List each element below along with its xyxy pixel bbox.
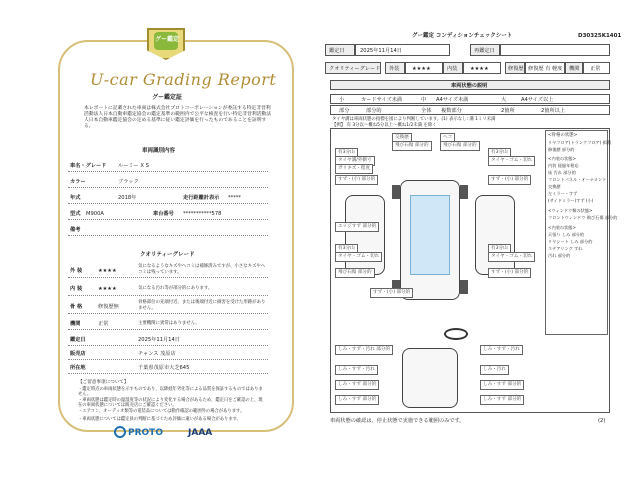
quality-row-frame <box>68 298 268 314</box>
sheet-date-label: 鑑定日 <box>329 48 345 54</box>
row-year <box>68 190 268 204</box>
row-label: 型式 <box>70 211 81 217</box>
engine-label-cell <box>565 62 583 74</box>
int-value-cell <box>463 62 501 74</box>
right-notes-title: <骨格の状態> <box>548 133 578 138</box>
size-large: 大 <box>501 97 507 103</box>
sheet-date-label-cell <box>325 44 355 56</box>
frame-value: 修復歴 有 軽度 <box>528 66 563 72</box>
right-note-1: リヤフロア(トランクフロア) 損傷 <box>548 140 612 145</box>
row-label: 備考 <box>70 227 81 233</box>
ann-top-4: 飛び石傷 部分的 <box>440 141 480 151</box>
frame-value-cell <box>525 62 565 74</box>
ann-left-3: ガリキズ・程度 <box>335 164 373 174</box>
ann-int-left-1: しみ・すず・汚れ 部分的 <box>335 345 393 355</box>
int-label: 内装 <box>447 66 458 72</box>
quality-desc: 気になるようなキズやヘコミは補修済みですが、小さなキズやヘコミは残っています。 <box>138 264 266 275</box>
right-note-8: 左ミラー・すず <box>548 191 578 196</box>
row-date <box>68 334 268 346</box>
ann-top-1: 交換歴 <box>392 133 412 143</box>
quality-desc: 主要機関に異常はありません。 <box>138 321 200 326</box>
quality-stars: 正常 <box>98 321 109 327</box>
store-label: 販売店 <box>70 351 86 357</box>
certificate-intro: 本レポートに記載された車両は株式会社プロトコーポレーションが委託する特定非営利活動法人日本自動車鑑定協会の鑑定基準の範囲内で公平な検査を行い特定非営利活動法人日本自動車鑑定協会の定める基準に従い鑑定評価を行ったものであることを証明する。 <box>84 106 272 129</box>
right-note-7: 交換歴 <box>548 184 561 189</box>
extent-row <box>330 105 610 115</box>
frame-label: 修復歴 <box>508 66 524 72</box>
right-note-6: フロントパネル・オーナメント <box>548 177 607 182</box>
sheet-footer: 車両状態の確認は、停止状態で実施できる範囲のみです。 <box>330 418 465 424</box>
int-label-cell <box>443 62 463 74</box>
sheet-title: グー鑑定 コンディションチェックシート <box>412 33 513 39</box>
row-store <box>68 348 268 360</box>
sheet-quality-label: クオリティーグレード <box>329 66 381 72</box>
ann-right-3: すず・(小) 部分的 <box>488 175 531 185</box>
quality-label: 機関 <box>70 321 81 327</box>
row-value: M900A <box>86 211 104 217</box>
status-title-cell <box>330 80 610 90</box>
ann-left-5: エッジすず 部分的 <box>335 222 379 232</box>
right-note-3: <内装の状態> <box>548 156 576 161</box>
ext-value: ★★★★ <box>412 66 431 72</box>
proto-logo-mark <box>114 426 126 438</box>
engine-value: 正常 <box>590 66 601 72</box>
ann-right-1: 有3分山 <box>488 148 511 158</box>
sheet-footer-tag: (2) <box>598 418 606 424</box>
row-value: ***********578 <box>183 211 222 217</box>
address-value: 千葉県茂原市大芝645 <box>138 365 190 371</box>
note-4: ・車両状態については鑑定員の判断に基づくため評価に違いがある場合があります。 <box>78 417 241 422</box>
extent-part: 部分 <box>339 108 350 114</box>
row-label: 年式 <box>70 195 81 201</box>
ann-int-right-3: しみ・すず 部分的 <box>480 380 524 390</box>
note-1: ・鑑定時点の車両状態を示すものであり、以降経年劣化等による品質を保証するものではありません。 <box>78 387 263 398</box>
quality-stars: 修復歴無 <box>98 304 119 310</box>
sheet-next-label-cell <box>470 44 500 56</box>
ext-value-cell <box>405 62 443 74</box>
extent-two: 2箇所 <box>501 108 515 114</box>
ann-left-1: 有3分山 <box>335 148 358 158</box>
row-name <box>68 158 268 172</box>
doc-id: D30325K1401 <box>578 33 622 39</box>
extent-all-desc: 複数部分 <box>441 108 462 114</box>
ann-top-2: 飛び石傷 部分的 <box>392 141 432 151</box>
status-title: 車両状態の説明 <box>451 83 488 89</box>
extent-two-desc: 2箇所以上 <box>541 108 566 114</box>
date-value: 2025年11月14日 <box>138 337 180 343</box>
quality-desc: 気になる汚れ等が部分的にあります。 <box>138 286 213 291</box>
ann-left-9: すず・(小) 部分的 <box>370 288 413 298</box>
right-note-11: フロントウィンドウ 飛び石傷 部分的 <box>548 215 618 220</box>
right-note-14: リヤシート しみ 部分的 <box>548 239 593 244</box>
extent-part-desc: 部分的 <box>366 108 382 114</box>
note-3: ・エアコン、オーディオ類等の電装品については動作確認の範囲外の場合があります。 <box>78 409 245 414</box>
car-right-side <box>475 195 515 275</box>
ext-label: 外装 <box>389 66 400 72</box>
row-value: ***** <box>228 195 241 201</box>
right-note-10: <ウィンドウ類の状態> <box>548 208 593 213</box>
certificate-title: U-car Grading Report <box>90 70 277 89</box>
right-note-13: 天張り しみ 部分的 <box>548 232 585 237</box>
right-note-15: ステアリング すれ <box>548 246 583 251</box>
tire-rear-right <box>460 280 468 294</box>
ann-left-7: タイヤ・ゴム・切れ <box>335 252 382 262</box>
ann-int-right-2: しみ・汚れ <box>480 365 509 375</box>
size-small-desc: カードサイズ未満 <box>361 97 403 103</box>
quality-stars: ★★★★ <box>98 268 117 274</box>
ann-right-5: タイヤ・ゴム・切れ <box>488 252 535 262</box>
engine-label: 機関 <box>569 66 580 72</box>
right-note-5: 床 汚れ 部分的 <box>548 170 576 175</box>
quality-stars: ★★★★ <box>98 286 117 292</box>
row-value: ブラック <box>118 179 139 185</box>
quality-row-engine <box>68 316 268 330</box>
tire-front-left <box>392 185 400 199</box>
car-interior-view <box>402 348 458 408</box>
right-note-4: 内装 経過年相応 <box>548 163 579 168</box>
ann-right-4: 有3分山 <box>488 244 511 254</box>
tire-note-2: 【例】 有 3分以〜概ね5分以上〜概ね1/2未満 を除く <box>332 123 437 128</box>
ann-top-3: ヘコ <box>440 133 455 143</box>
size-mid: 中 <box>421 97 427 103</box>
row-label: 車台番号 <box>153 211 174 217</box>
row-label: 走行距離計表示 <box>183 195 220 201</box>
proto-logo: PROTO <box>128 428 163 438</box>
row-color <box>68 174 268 188</box>
sheet-quality-label-cell <box>325 62 381 74</box>
right-note-9: (サイドミラー)すず (小) <box>548 198 594 203</box>
quality-section-title: クオリティーグレード <box>140 252 195 258</box>
quality-label: 骨 格 <box>70 304 83 310</box>
ann-int-right-4: しみ・すず 部分的 <box>480 395 524 405</box>
row-address <box>68 362 268 374</box>
right-note-2: 修復歴 部分的 <box>548 147 575 152</box>
ann-int-left-2: しみ・すず・汚れ <box>335 365 378 375</box>
car-left-side <box>345 195 385 275</box>
row-value: 2018年 <box>118 195 137 201</box>
int-value: ★★★★ <box>470 66 489 72</box>
tire-front-right <box>460 185 468 199</box>
jaaa-logo: JAAA <box>188 428 213 438</box>
quality-row-interior <box>68 280 268 296</box>
ext-label-cell <box>385 62 405 74</box>
ann-int-right-1: しみ・すず・汚れ <box>480 345 523 355</box>
ann-left-8: 飛び石傷 部分的 <box>335 268 375 278</box>
row-value: ルーミー X S <box>118 163 149 169</box>
sheet-next-value-cell <box>500 44 610 56</box>
ann-left-4: すず・(小) 部分的 <box>335 175 378 185</box>
store-value: チャンス 茂原店 <box>138 351 176 357</box>
row-model <box>68 206 268 220</box>
sheet-date-value-cell <box>355 44 450 56</box>
badge-text: グー鑑定 <box>155 36 180 43</box>
size-mid-desc: A4サイズ未満 <box>436 97 469 103</box>
sheet-next-label: 再鑑定日 <box>474 48 495 54</box>
certificate-subtitle: グー鑑定証 <box>152 94 183 101</box>
extent-all: 全体 <box>421 108 432 114</box>
quality-desc: 骨格部位の先端付近、または後端付近に損害を受けた形跡がありません。 <box>138 300 266 311</box>
right-note-12: <内装の状態> <box>548 225 576 230</box>
engine-value-cell <box>583 62 610 74</box>
note-2: ・車両状態は鑑定時の温湿度等の状況により変化する場合があるため、鑑定日をご確認の上、現在の車両状態については販売店にご確認ください。 <box>78 398 263 409</box>
ann-left-6: 有3分山 <box>335 244 358 254</box>
size-large-desc: A4サイズ以上 <box>521 97 554 103</box>
right-note-16: 汚れ 部分的 <box>548 253 571 258</box>
size-row <box>330 94 610 104</box>
row-label: 車名・グレード <box>70 163 107 169</box>
ann-left-2: タイヤ溝/外側寸 <box>335 156 375 166</box>
sheet-date-value: 2025年11月14日 <box>360 48 402 54</box>
ann-right-2: タイヤ・ゴム・切れ <box>488 156 535 166</box>
quality-label: 内 装 <box>70 286 83 292</box>
row-label: カラー <box>70 179 86 185</box>
ann-int-left-3: しみ・すず 部分的 <box>335 380 379 390</box>
size-small: 小 <box>339 97 345 103</box>
car-glass <box>410 195 450 275</box>
row-remarks <box>68 222 268 236</box>
vehicle-section-title: 車両識別内容 <box>142 148 176 154</box>
tire-note: タイヤ溝は車両状態の指標を図により判断しています。(1) 表示なし: 溝 1ミリ未満 <box>332 117 496 122</box>
quality-label: 外 装 <box>70 268 83 274</box>
ann-right-6: すず・(小) 部分的 <box>488 268 531 278</box>
address-label: 所在地 <box>70 365 86 371</box>
ann-int-left-4: しみ・すず 部分的 <box>335 395 379 405</box>
steering-wheel-icon <box>444 328 468 340</box>
frame-label-cell <box>505 62 525 74</box>
quality-row-exterior <box>68 262 268 278</box>
date-label: 鑑定日 <box>70 337 86 343</box>
notes-title: 【ご留意事項について】 <box>78 380 129 385</box>
